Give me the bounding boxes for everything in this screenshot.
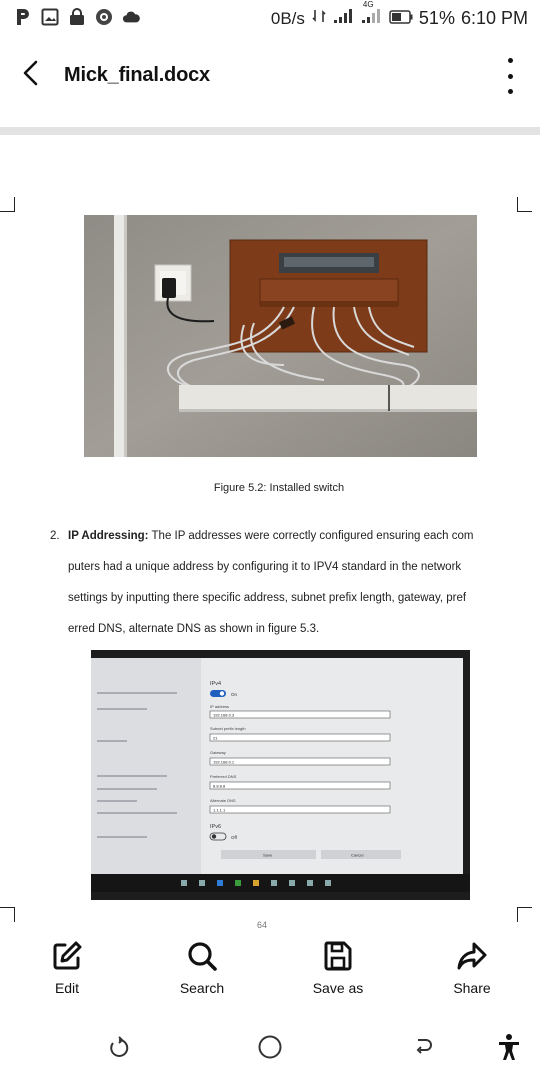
- chevron-left-icon: [21, 59, 41, 87]
- status-icons-right: [270, 0, 528, 29]
- subnet-label: Subnet prefix length: [210, 726, 246, 731]
- battery-icon: [389, 8, 413, 29]
- paragraph-line: erred DNS, alternate DNS as shown in figure 5.3.: [68, 623, 320, 635]
- ip-address-label: IP address: [210, 704, 230, 709]
- paragraph-line: [50, 521, 520, 552]
- app-bar: [0, 44, 540, 106]
- paragraph-line: settings by inputting there specific address, subnet prefix length, gateway, pref: [68, 592, 467, 604]
- edit-button[interactable]: [17, 940, 117, 1004]
- share-button[interactable]: [422, 940, 522, 1004]
- accessibility-icon: [497, 1033, 521, 1061]
- more-options-button[interactable]: [498, 58, 522, 94]
- document-page[interactable]: [0, 140, 540, 930]
- figure-ipv4-settings: [91, 650, 470, 900]
- subnet-value: 21: [213, 735, 218, 741]
- home-button[interactable]: [255, 1032, 285, 1062]
- app-bar-divider: [0, 127, 540, 135]
- vpn-icon: [95, 8, 113, 26]
- cancel-label: Cancel: [351, 852, 364, 858]
- save-label: Save: [263, 852, 273, 858]
- rotate-icon: [108, 1036, 130, 1058]
- battery-percent: 51%: [418, 8, 455, 28]
- net-speed: 0B/s: [270, 8, 305, 28]
- document-title: Mick_final.docx: [64, 64, 210, 86]
- list-number: 2.: [50, 530, 60, 542]
- data-transfer-icon: [311, 8, 327, 29]
- ipv4-label: IPv4: [210, 681, 222, 687]
- crop-mark: [0, 197, 15, 212]
- paragraph-ip-addressing: [50, 521, 520, 645]
- back-button[interactable]: [14, 56, 48, 90]
- ipv6-off-label: Off: [231, 835, 237, 840]
- share-label: Share: [453, 980, 491, 996]
- preferred-dns-label: Preferred DNS: [210, 774, 237, 779]
- accessibility-button[interactable]: [494, 1032, 524, 1062]
- search-icon: [186, 940, 218, 972]
- crop-mark: [517, 197, 532, 212]
- preferred-dns-value: 8.8.8.8: [213, 783, 226, 789]
- home-icon: [257, 1034, 283, 1060]
- edit-icon: [51, 940, 83, 972]
- share-icon: [456, 940, 488, 972]
- lock-icon: [68, 8, 86, 26]
- status-bar: [0, 0, 540, 36]
- save-as-button[interactable]: [288, 940, 388, 1004]
- bottom-action-bar: [0, 940, 540, 1006]
- ipv4-on-label: On: [231, 692, 238, 697]
- save-as-label: Save as: [312, 980, 364, 996]
- ipv6-label: IPv6: [210, 824, 222, 830]
- search-label: Search: [179, 980, 225, 996]
- figure-caption: Figure 5.2: Installed switch: [213, 482, 345, 494]
- network-type: 4G: [362, 0, 374, 9]
- ip-address-value: 192.168.0.3: [213, 712, 235, 718]
- back-icon: [412, 1036, 434, 1058]
- system-nav-bar: [0, 1020, 540, 1080]
- page-number: 64: [256, 920, 267, 930]
- back-nav-button[interactable]: [408, 1032, 438, 1062]
- edit-label: Edit: [54, 980, 80, 996]
- save-icon: [322, 940, 354, 972]
- status-icons-left: [14, 8, 140, 26]
- gateway-value: 192.168.0.1: [213, 759, 235, 765]
- signal-4g-icon: [361, 0, 383, 29]
- more-dot-icon: [508, 74, 513, 79]
- more-dot-icon: [508, 89, 513, 94]
- alternate-dns-value: 1.1.1.1: [213, 807, 226, 813]
- signal-icon: [333, 8, 355, 29]
- rotate-button[interactable]: [104, 1032, 134, 1062]
- paragraph-text: The IP addresses were correctly configured ensuring each com: [148, 530, 474, 542]
- clock: 6:10 PM: [460, 8, 528, 28]
- search-button[interactable]: [152, 940, 252, 1004]
- p-icon: [14, 8, 32, 26]
- figure-installed-switch: [84, 215, 477, 457]
- cloud-icon: [122, 8, 140, 26]
- paragraph-line: puters had a unique address by configuring it to IPV4 standard in the network: [68, 561, 462, 573]
- gateway-label: Gateway: [210, 750, 226, 755]
- more-dot-icon: [508, 58, 513, 63]
- alternate-dns-label: Alternate DNS: [210, 798, 236, 803]
- item-heading: IP Addressing:: [68, 530, 149, 542]
- image-icon: [41, 8, 59, 26]
